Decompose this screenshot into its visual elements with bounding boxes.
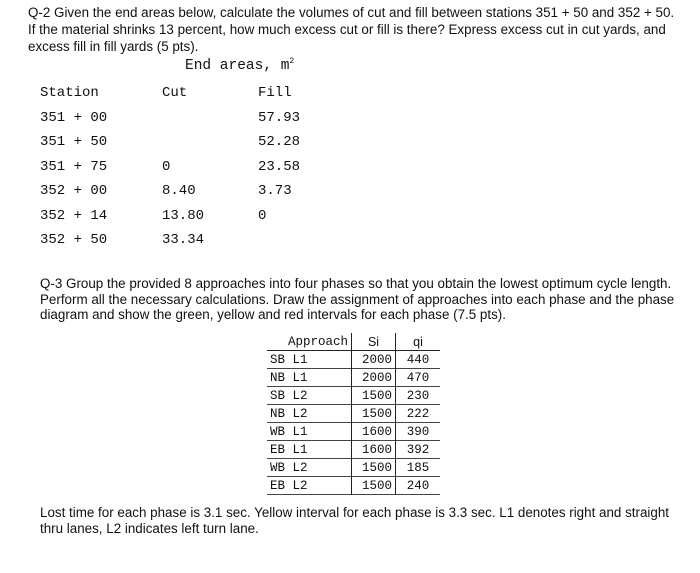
qi-cell: 440 [406,352,430,367]
approach-row [267,423,440,441]
approach-row [267,387,440,405]
fill-cell: 0 [258,207,267,224]
fill-cell: 23.58 [258,158,301,175]
approach-cell: NB L2 [267,405,352,423]
approach-cell: EB L2 [267,477,352,495]
si-cell: 1600 [352,423,396,441]
approach-cell: WB L1 [267,423,352,441]
fill-cell: 57.93 [258,109,301,126]
station-cell: 352 + 50 [40,232,108,248]
q3-note-text: Lost time for each phase is 3.1 sec. Yellow interval for each phase is 3.3 sec. L1 denotes right and straight thru lanes, L2 indicates left turn lane. [40,505,669,536]
si-cell: 1500 [352,405,396,423]
station-cell: 351 + 00 [40,109,108,126]
approach-row [267,477,440,495]
approach-row [267,441,440,459]
qi-cell: 230 [406,388,430,403]
si-cell: 1500 [352,387,396,405]
approach-table [267,333,440,495]
approach-cell: SB L1 [267,351,352,369]
approach-cell: WB L2 [267,459,352,477]
qi-cell: 470 [406,370,430,385]
qi-header: qi [413,334,423,349]
fill-header: Fill [258,85,292,101]
si-cell: 2000 [352,369,396,387]
si-header: Si [352,333,396,351]
approach-row [267,405,440,423]
qi-cell: 222 [406,406,430,421]
qi-cell: 240 [406,478,430,493]
q3-question-text: Q-3 Group the provided 8 approaches into four phases so that you obtain the lowest optimum cycle length. Perform all the necessary calculations. Draw the assignment of approaches into each phase and the phase diagram and show the green, yellow and red intervals for each phase (7.5 pts). [40,276,675,322]
fill-cell: 52.28 [258,134,301,150]
qi-cell: 390 [406,424,430,439]
station-cell: 351 + 50 [40,134,108,150]
approach-header-row [267,333,440,351]
qi-cell: 185 [406,460,430,475]
end-areas-label: End areas, m [185,58,290,74]
cut-cell: 13.80 [162,207,205,224]
approach-cell: EB L1 [267,441,352,459]
approach-cell: NB L1 [267,369,352,387]
fill-cell: 3.73 [258,183,292,199]
station-cell: 352 + 00 [40,183,108,199]
si-cell: 1500 [352,477,396,495]
si-cell: 1500 [352,459,396,477]
approach-row [267,459,440,477]
si-cell: 1600 [352,441,396,459]
approach-cell: SB L2 [267,387,352,405]
cut-cell: 8.40 [162,183,196,199]
approach-row [267,351,440,369]
station-cell: 352 + 14 [40,207,108,224]
station-cell: 351 + 75 [40,158,108,175]
end-areas-unit-superscript: 2 [289,57,295,66]
cut-cell: 33.34 [162,232,205,248]
cut-cell: 0 [162,158,171,175]
qi-cell: 392 [406,442,430,457]
end-areas-heading [185,57,294,74]
si-cell: 2000 [352,351,396,369]
cut-header: Cut [162,85,188,101]
station-header: Station [40,85,99,101]
approach-row [267,369,440,387]
approach-header: Approach [267,333,352,351]
q2-question-text: Q-2 Given the end areas below, calculate the volumes of cut and fill between stations 351 + 50 and 352 + 50. If the material shrinks 13 percent, how much excess cut or fill is there? Express excess cut in cut yards, and excess fill in fill yards (5 pts). [28,5,675,54]
